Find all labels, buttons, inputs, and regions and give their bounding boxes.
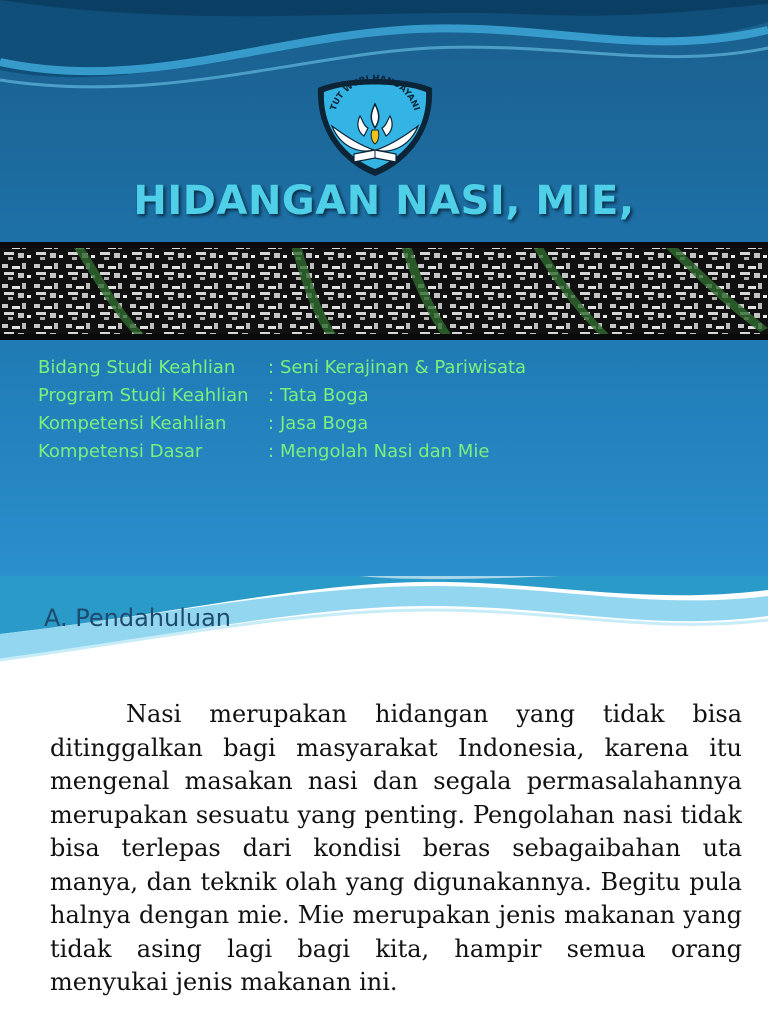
info-row-kompetensi-dasar	[38, 438, 526, 466]
tut-wuri-handayani-logo	[314, 70, 436, 180]
info-row-bidang	[38, 354, 526, 382]
info-separator: :	[268, 441, 275, 462]
ikat-pattern-band	[0, 242, 768, 340]
slide-2	[0, 576, 768, 1024]
info-value: Mengolah Nasi dan Mie	[280, 441, 490, 462]
info-separator: :	[268, 357, 275, 378]
info-label: Kompetensi Dasar	[38, 441, 203, 462]
info-value: Tata Boga	[280, 385, 369, 406]
section-heading: A. Pendahuluan	[44, 604, 232, 632]
info-value: Seni Kerajinan & Pariwisata	[280, 357, 527, 378]
intro-paragraph: Nasi merupakan hidangan yang tidak bisa ditinggalkan bagi masyarakat Indonesia, karena itu mengenal masakan nasi dan segala permasalahannya merupakan sesuatu yang penting. Pengolahan nasi tidak bisa terlepas dari kondisi beras sebagaibahan uta manya, dan teknik olah yang digunakannya. Begitu pula halnya dengan mie. Mie merupakan jenis makanan yang tidak asing lagi bagi kita, hampir semua orang menyukai jenis makanan ini.	[50, 700, 742, 996]
slide-title: HIDANGAN NASI, MIE,	[133, 178, 635, 224]
info-label: Kompetensi Keahlian	[38, 413, 227, 434]
info-label: Program Studi Keahlian	[38, 385, 249, 406]
info-value: Jasa Boga	[280, 413, 369, 434]
info-separator: :	[268, 413, 275, 434]
info-row-kompetensi-keahlian	[38, 410, 526, 438]
competency-info	[38, 354, 526, 466]
logo-motto-text: TUT WURI HANDAYANI	[328, 73, 422, 113]
info-label: Bidang Studi Keahlian	[38, 357, 236, 378]
info-row-program	[38, 382, 526, 410]
info-separator: :	[268, 385, 275, 406]
